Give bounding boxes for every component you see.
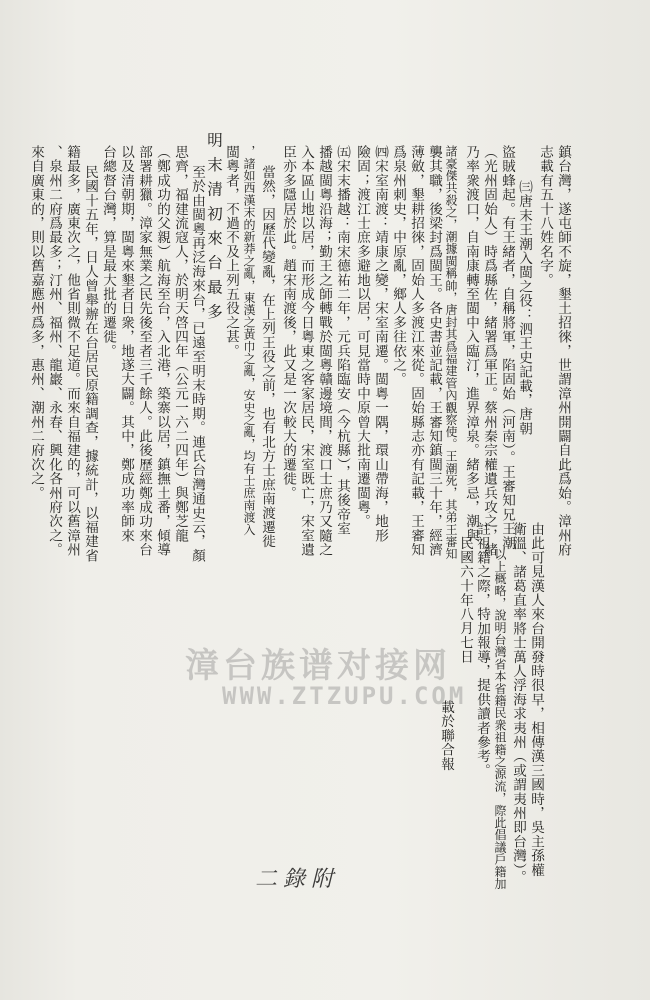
text-column: 部署耕獵。漳家無業之民先後至者三千餘人。此後歷經鄭成功來台 bbox=[136, 145, 152, 557]
closing-text-column: 註祖籍之際，特加報導，提供讀者參考。 bbox=[474, 522, 490, 778]
text-column: 薄斂，墾耕招徠，固始人多渡江來從。固始縣志亦有記載，王審知 bbox=[408, 145, 424, 557]
text-column: ㈣宋室南渡：靖康之變，宋室南遷。閩粵一隅，環山帶海，地形 bbox=[372, 145, 388, 543]
text-column: 志載有五十八姓名字。 bbox=[537, 145, 553, 287]
text-column: 襲其職，後梁封爲閩王。各史書並記載，王審知鎮閩三十年，經濟 bbox=[426, 145, 442, 557]
text-column: 當然，因歷代變亂，在上列王役之前，也有北方士庶南渡遷徙 bbox=[259, 165, 275, 549]
text-column: 民國十五年，日人曾舉辦在台居民原籍調查，據統計，以福建省 bbox=[82, 165, 98, 563]
closing-text-column: 衛溫、諸葛直率將士萬人浮海求夷州（或謂夷州即台灣）。 bbox=[510, 522, 526, 885]
footer-annotation: 二錄附 bbox=[255, 867, 340, 892]
text-column: 爲泉州刺史，中原亂，鄉人多往依之。 bbox=[390, 145, 406, 387]
text-column: 來自廣東的，則以舊嘉應州爲多，惠州、潮州二府次之。 bbox=[28, 145, 44, 500]
text-column: （光州固始人）時爲縣佐，緒署爲軍正。蔡州秦宗權遺兵攻之，緒 bbox=[481, 145, 497, 557]
closing-text-column: 由此可見漢人來台開發時很早，相傳漢三國時，吳主孫權 bbox=[528, 522, 544, 877]
publication-date: 民國六十年八月七日 bbox=[457, 536, 473, 664]
text-column: 閩粵者，不過不及上列五役之甚。 bbox=[223, 145, 239, 358]
text-column: 臣亦多隱居於此。趙宋南渡後，此又是一次較大的遷徙。 bbox=[280, 145, 296, 500]
text-column: 險固；渡江士庶多避地以居，可見當時中原曾大批南遷閩粵。 bbox=[354, 145, 370, 529]
text-column: ㈤宋末播越：南宋德祐二年，元兵陷臨安（今杭縣），其後帝室 bbox=[334, 145, 350, 536]
text-column: 以及清朝期，閩粵來墾者日衆，地遂大闢。其中，鄭成功率師來 bbox=[118, 145, 134, 543]
text-column: 台總督台灣，算是最大批的遷徙。 bbox=[100, 145, 116, 358]
watermark-url: WWW.ZTZUPU.COM bbox=[222, 682, 467, 710]
text-column: 乃率衆渡口，自南康轉至閩中入臨汀，進界漳泉。緒多忌，潮與 bbox=[463, 145, 479, 543]
text-column: ㈢唐末王潮入閩之役：泗王史記載，唐朝 bbox=[516, 180, 532, 436]
text-column: 籍最多，廣東次之，他省則微不足道。而來自福建的，可以舊漳州 bbox=[64, 145, 80, 557]
text-column: 思齊，福建流寇人，於明天啓四年（公元一六二四年）與鄭芝龍 bbox=[172, 145, 188, 543]
text-column: 至於由閩粵再泛海來台，已遠至明末時期。連氏台灣通史云，顏 bbox=[189, 165, 205, 563]
watermark-text: 漳台族谱对接网 bbox=[185, 646, 451, 686]
text-column: （鄭成功的父親）航海至台，入北港，築寨以居，鎮撫土番，傾導 bbox=[154, 145, 170, 557]
text-column: 鎮台灣，遂屯師不旋，墾土招徠，世謂漳州開闢自此爲始。漳州府 bbox=[555, 145, 571, 557]
section-heading: 明末清初來台最多 bbox=[205, 132, 223, 328]
text-column: 入本區山地以居，而形成今日粵東之客家居民，宋室既亡，宋室遺 bbox=[298, 145, 314, 557]
text-column: ，諸如西漢末的新莽之亂，東漢之黃巾之亂，安史之亂，均有士庶南渡入 bbox=[242, 145, 256, 536]
publication-source: 載於聯合報 bbox=[438, 700, 454, 771]
closing-text-column: 以上概略，說明台灣省本省籍民衆祖籍之源流，際此倡議戶籍加 bbox=[493, 548, 507, 890]
text-column: 播越閩粵沿海；勤王之師轉戰於閩粵贛邊境間，渡口士庶乃又隨之 bbox=[316, 145, 332, 557]
text-column: 諸豪傑共殺之，潮據閩稱帥，唐封其爲福建管內觀察使。王潮死，其弟王審知 bbox=[444, 145, 458, 560]
text-column: 盜賊蜂起。有王緒者，自稱將軍，陷固始（河南）。王審知兄王潮 bbox=[499, 145, 515, 550]
text-column: 、泉州二府爲最多；汀州、福州、龍巖、永春、興化各州府次之。 bbox=[46, 145, 62, 557]
